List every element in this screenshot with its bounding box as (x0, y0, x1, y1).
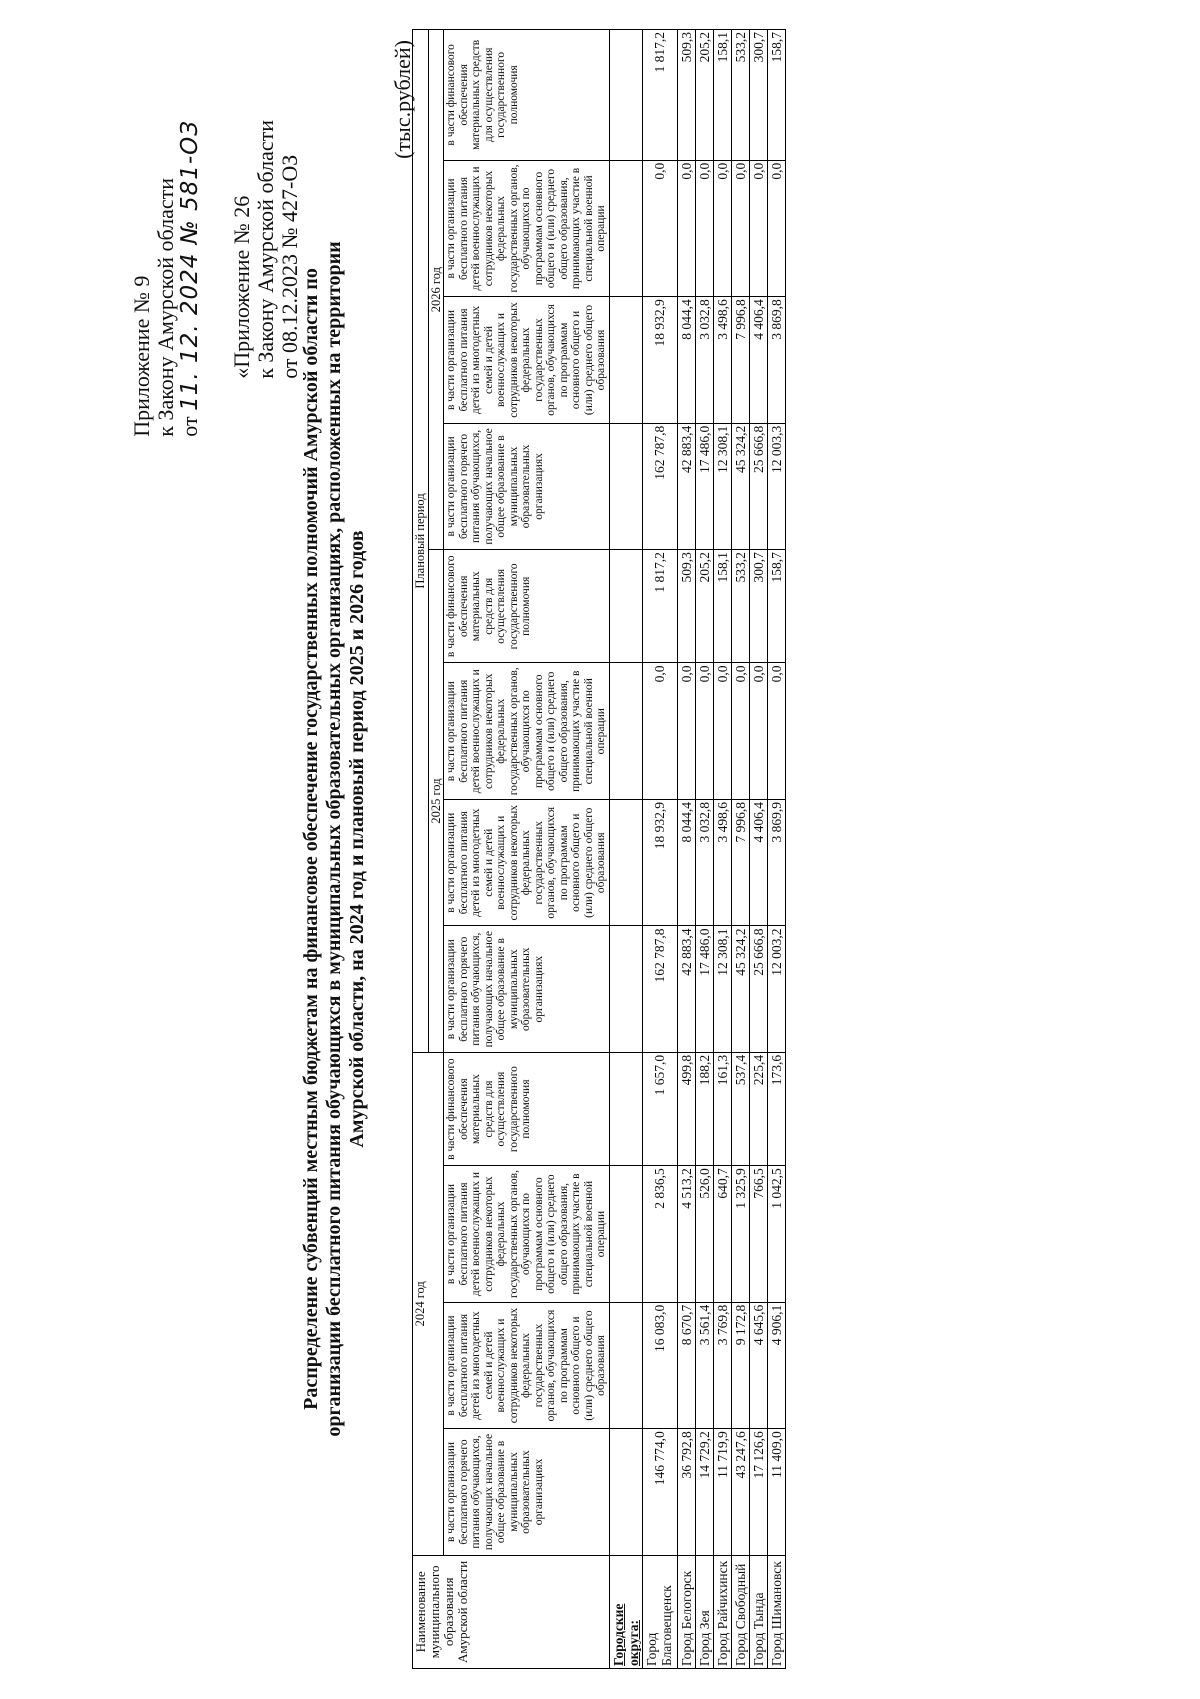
col-large-families-2024: в части организации бесплатного питания детей из многодетных семей и детей военнослужащих и сотрудников некоторых федеральных государственных органов, обучающихся по программам основного общего и (или) среднего общего образования (444, 1302, 610, 1428)
value-cell: 158,1 (713, 30, 731, 161)
value-cell: 18 932,9 (642, 297, 677, 423)
value-cell: 533,2 (731, 550, 749, 663)
value-cell: 205,2 (695, 550, 713, 663)
appendix-new-header (130, 120, 202, 437)
subsidy-table-wrapper (412, 29, 786, 1669)
value-cell: 12 003,3 (767, 423, 785, 549)
old-appendix-date: от 08.12.2023 № 427-ОЗ (277, 154, 302, 379)
col-large-families-2026: в части организации бесплатного питания детей из многодетных семей и детей военнослужащих и сотрудников некоторых федеральных государственных органов, обучающихся по программам основного общего и (или) среднего общего образования (444, 297, 610, 423)
value-cell: 0,0 (713, 160, 731, 297)
municipality-name-cell: Город Тында (749, 1555, 767, 1668)
value-cell: 2 836,5 (642, 1166, 677, 1303)
value-cell: 1 042,5 (767, 1166, 785, 1303)
value-cell: 0,0 (677, 663, 695, 800)
table-row (767, 30, 785, 1669)
value-cell: 162 787,8 (642, 423, 677, 549)
value-cell: 766,5 (749, 1166, 767, 1303)
value-cell: 12 308,1 (713, 423, 731, 549)
value-cell: 173,6 (767, 1052, 785, 1165)
municipality-name-cell: Город Свободный (731, 1555, 749, 1668)
value-cell: 12 003,2 (767, 926, 785, 1052)
col-material-2024: в части финансового обеспечения материальных средств для осуществления государственного полномочия (444, 1052, 610, 1165)
table-row (713, 30, 731, 1669)
value-cell: 3 032,8 (695, 297, 713, 423)
value-cell: 0,0 (713, 663, 731, 800)
value-cell: 0,0 (731, 663, 749, 800)
subsidy-table (412, 29, 786, 1669)
value-cell: 0,0 (749, 663, 767, 800)
value-cell: 188,2 (695, 1052, 713, 1165)
col-hot-meals-2024: в части организации бесплатного горячего питания обучающихся, получающих начальное общее образование в муниципальных образовательных организациях (444, 1429, 610, 1555)
value-cell: 0,0 (695, 160, 713, 297)
municipality-name-cell: Город Шимановск (767, 1555, 785, 1668)
table-row (642, 30, 677, 1669)
value-cell: 17 126,6 (749, 1429, 767, 1555)
value-cell: 12 308,1 (713, 926, 731, 1052)
value-cell: 42 883,4 (677, 926, 695, 1052)
value-cell: 300,7 (749, 30, 767, 161)
appendix-old-header (230, 120, 302, 379)
col-hot-meals-2026: в части организации бесплатного горячего питания обучающихся, получающих начальное общее образование в муниципальных образовательных организациях (444, 423, 610, 549)
value-cell: 42 883,4 (677, 423, 695, 549)
col-material-2026: в части финансового обеспечения материальных средств для осуществления государственного полномочия (444, 30, 610, 161)
value-cell: 0,0 (767, 160, 785, 297)
value-cell: 3 032,8 (695, 800, 713, 926)
value-cell: 509,3 (677, 30, 695, 161)
value-cell: 4 513,2 (677, 1166, 695, 1303)
value-cell: 1 817,2 (642, 550, 677, 663)
value-cell: 45 324,2 (731, 423, 749, 549)
value-cell: 3 869,8 (767, 297, 785, 423)
municipality-name-cell: Город Белогорск (677, 1555, 695, 1668)
value-cell: 25 666,8 (749, 423, 767, 549)
value-cell: 158,1 (713, 550, 731, 663)
value-cell: 533,2 (731, 30, 749, 161)
value-cell: 3 769,8 (713, 1302, 731, 1428)
col-hot-meals-2025: в части организации бесплатного горячего питания обучающихся, получающих начальное общее образование в муниципальных образовательных организациях (444, 926, 610, 1052)
value-cell: 158,7 (767, 30, 785, 161)
old-appendix-number: «Приложение № 26 (229, 195, 254, 379)
value-cell: 537,4 (731, 1052, 749, 1165)
value-cell: 17 486,0 (695, 423, 713, 549)
value-cell: 43 247,6 (731, 1429, 749, 1555)
value-cell: 14 729,2 (695, 1429, 713, 1555)
value-cell: 4 406,4 (749, 297, 767, 423)
value-cell: 25 666,8 (749, 926, 767, 1052)
table-row (749, 30, 767, 1669)
col-military-2025: в части организации бесплатного питания детей военнослужащих и сотрудников некоторых федеральных государственных органов, обучающихся по программам основного общего и (или) среднего общего образования, принимающих участие в специальной военной операции (444, 663, 610, 800)
value-cell: 8 044,4 (677, 800, 695, 926)
value-cell: 509,3 (677, 550, 695, 663)
value-cell: 225,4 (749, 1052, 767, 1165)
value-cell: 0,0 (642, 663, 677, 800)
value-cell: 11 719,9 (713, 1429, 731, 1555)
value-cell: 300,7 (749, 550, 767, 663)
value-cell: 4 406,4 (749, 800, 767, 926)
value-cell: 161,3 (713, 1052, 731, 1165)
section-row (609, 30, 642, 1669)
value-cell: 205,2 (695, 30, 713, 161)
appendix-number: Приложение № 9 (129, 275, 154, 437)
value-cell: 8 044,4 (677, 297, 695, 423)
title-line-3: Амурской области, на 2024 год и плановый период 2025 и 2026 годов (346, 530, 368, 1148)
value-cell: 16 083,0 (642, 1302, 677, 1428)
value-cell: 1 657,0 (642, 1052, 677, 1165)
value-cell: 499,8 (677, 1052, 695, 1165)
col-material-2025: в части финансового обеспечения материальных средств для осуществления государственного полномочия (444, 550, 610, 663)
appendix-date (178, 120, 202, 437)
municipality-name-cell: Город Райчихинск (713, 1555, 731, 1668)
value-cell: 1 325,9 (731, 1166, 749, 1303)
value-cell: 8 670,7 (677, 1302, 695, 1428)
value-cell: 0,0 (731, 160, 749, 297)
appendix-law: к Закону Амурской области (153, 177, 178, 437)
value-cell: 11 409,0 (767, 1429, 785, 1555)
year-2025-header: 2025 год (428, 550, 444, 1053)
value-cell: 17 486,0 (695, 926, 713, 1052)
old-appendix-law: к Закону Амурской области (253, 120, 278, 379)
table-body (609, 30, 785, 1669)
value-cell: 45 324,2 (731, 926, 749, 1052)
title-line-1: Распределение субвенций местным бюджетам на финансовое обеспечение государственных полномочий Амурской области по (300, 268, 322, 1410)
year-2024-header: 2024 год (413, 1052, 444, 1555)
value-cell: 640,7 (713, 1166, 731, 1303)
value-cell: 3 498,6 (713, 297, 731, 423)
value-cell: 7 996,8 (731, 297, 749, 423)
col-military-2024: в части организации бесплатного питания детей военнослужащих и сотрудников некоторых федеральных государственных органов, обучающихся по программам основного общего и (или) среднего общего образования, принимающих участие в специальной военной операции (444, 1166, 610, 1303)
value-cell: 0,0 (695, 663, 713, 800)
value-cell: 0,0 (767, 663, 785, 800)
value-cell: 9 172,8 (731, 1302, 749, 1428)
municipality-name-cell: Город Зея (695, 1555, 713, 1668)
appendix-date-prefix: от (177, 416, 202, 437)
handwritten-date-number: 11. 12. 2024 № 581-ОЗ (177, 120, 203, 411)
value-cell: 1 817,2 (642, 30, 677, 161)
municipality-name-header: Наименование муниципального образования Амурской области (413, 1555, 610, 1668)
value-cell: 146 774,0 (642, 1429, 677, 1555)
col-military-2026: в части организации бесплатного питания детей военнослужащих и сотрудников некоторых федеральных государственных органов, обучающихся по программам основного общего и (или) среднего общего образования, принимающих участие в специальной военной операции (444, 160, 610, 297)
units-label: (тыс.рублей) (390, 40, 415, 159)
section-city-districts: Городские округа: (609, 1555, 642, 1668)
title-line-2: организации бесплатного питания обучающихся в муниципальных образовательных организациях, расположенных на территории (323, 241, 345, 1437)
value-cell: 36 792,8 (677, 1429, 695, 1555)
value-cell: 0,0 (749, 160, 767, 297)
value-cell: 526,0 (695, 1166, 713, 1303)
value-cell: 4 906,1 (767, 1302, 785, 1428)
value-cell: 0,0 (642, 160, 677, 297)
value-cell: 3 498,6 (713, 800, 731, 926)
col-large-families-2025: в части организации бесплатного питания детей из многодетных семей и детей военнослужащих и сотрудников некоторых федеральных государственных органов, обучающихся по программам основного общего и (или) среднего общего образования (444, 800, 610, 926)
value-cell: 3 869,9 (767, 800, 785, 926)
value-cell: 0,0 (677, 160, 695, 297)
value-cell: 158,7 (767, 550, 785, 663)
planned-period-header: Плановый период (413, 30, 429, 1053)
table-row (677, 30, 695, 1669)
table-row (731, 30, 749, 1669)
value-cell: 7 996,8 (731, 800, 749, 926)
value-cell: 18 932,9 (642, 800, 677, 926)
table-row (695, 30, 713, 1669)
document-title (300, 119, 369, 1559)
year-2026-header: 2026 год (428, 30, 444, 550)
value-cell: 4 645,6 (749, 1302, 767, 1428)
municipality-name-cell: Город Благовещенск (642, 1555, 677, 1668)
value-cell: 3 561,4 (695, 1302, 713, 1428)
value-cell: 162 787,8 (642, 926, 677, 1052)
